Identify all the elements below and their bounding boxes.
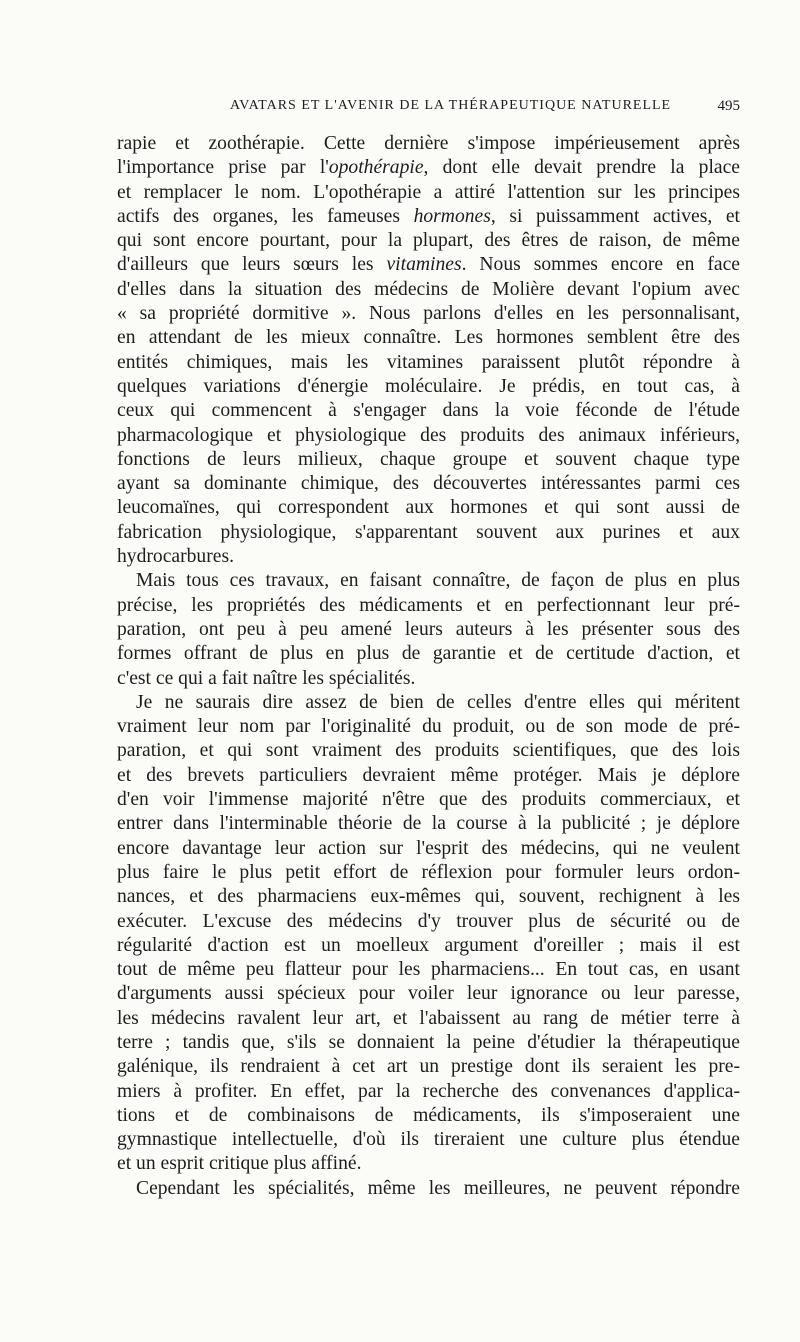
text-line: en attendant de les mieux connaître. Les hormones semblent être des xyxy=(117,327,740,349)
text-line: encore davantage leur action sur l'esprit des médecins, qui ne veulent xyxy=(117,837,740,859)
text-line: paration, ont peu à peu amené leurs auteurs à les présenter sous des xyxy=(117,618,740,640)
text-line: Je ne saurais dire assez de bien de celles d'entre elles qui méritent xyxy=(136,691,740,713)
text-line: précise, les propriétés des médicaments et en perfectionnant leur pré- xyxy=(117,594,740,616)
text-line: galénique, ils rendraient à cet art un prestige dont ils seraient les pre- xyxy=(117,1056,740,1078)
text-line: d'ailleurs que leurs sœurs les vitamines. Nous sommes encore en face xyxy=(117,254,740,276)
running-title: AVATARS ET L'AVENIR DE LA THÉRAPEUTIQUE NATURELLE xyxy=(230,98,672,113)
text-line: d'en voir l'immense majorité n'être que des produits commerciaux, et xyxy=(117,789,740,811)
text-line: quelques variations d'énergie moléculaire. Je prédis, en tout cas, à xyxy=(117,375,740,397)
text-line: plus faire le plus petit effort de réflexion pour formuler leurs ordon- xyxy=(117,861,740,883)
text-line: l'importance prise par l'opothérapie, dont elle devait prendre la place xyxy=(117,157,740,179)
text-line: terre ; tandis que, s'ils se donnaient la peine d'étudier la thérapeutique xyxy=(117,1031,740,1053)
text-line: et remplacer le nom. L'opothérapie a attiré l'attention sur les principes xyxy=(117,181,740,203)
text-line: c'est ce qui a fait naître les spécialités. xyxy=(117,667,416,689)
text-line: et un esprit critique plus affiné. xyxy=(117,1153,362,1175)
running-head xyxy=(90,98,740,118)
text-line: d'arguments aussi spécieux pour voiler leur ignorance ou leur paresse, xyxy=(117,983,740,1005)
text-line: miers à profiter. En effet, par la recherche des convenances d'applica- xyxy=(117,1080,740,1102)
text-line: fonctions de leurs milieux, chaque groupe et souvent chaque type xyxy=(117,448,740,470)
body-text xyxy=(117,132,740,1201)
text-line: d'elles dans la situation des médecins de Molière devant l'opium avec xyxy=(117,278,740,300)
text-line: paration, et qui sont vraiment des produits scientifiques, que des lois xyxy=(117,740,740,762)
text-line: tout de même peu flatteur pour les pharmaciens... En tout cas, en usant xyxy=(117,959,740,981)
page-number: 495 xyxy=(717,98,740,114)
text-line: hydrocarbures. xyxy=(117,546,234,568)
text-line: vraiment leur nom par l'originalité du produit, ou de son mode de pré- xyxy=(117,716,740,738)
text-line: actifs des organes, les fameuses hormones, si puissamment actives, et xyxy=(117,205,740,227)
italic-term: opothérapie xyxy=(328,157,424,179)
text-line: gymnastique intellectuelle, d'où ils tireraient une culture plus étendue xyxy=(117,1129,740,1151)
italic-term: vitamines xyxy=(386,254,462,276)
italic-term: hormones xyxy=(413,205,491,227)
text-line: qui sont encore pourtant, pour la plupart, des êtres de raison, de même xyxy=(117,230,740,252)
text-line: ayant sa dominante chimique, des découvertes intéressantes parmi ces xyxy=(117,473,740,495)
text-line: régularité d'action est un moelleux argument d'oreiller ; mais il est xyxy=(117,934,740,956)
text-line: fabrication physiologique, s'apparentant souvent aux purines et aux xyxy=(117,521,740,543)
text-line: rapie et zoothérapie. Cette dernière s'impose impérieusement après xyxy=(117,133,740,154)
text-line: les médecins ravalent leur art, et l'abaissent au rang de métier terre à xyxy=(117,1007,740,1029)
text-line: pharmacologique et physiologique des produits des animaux inférieurs, xyxy=(117,424,740,446)
text-line: entités chimiques, mais les vitamines paraissent plutôt répondre à xyxy=(117,351,740,373)
text-line: et des brevets particuliers devraient même protéger. Mais je déplore xyxy=(117,764,740,786)
text-line: nances, et des pharmaciens eux-mêmes qui, souvent, rechignent à les xyxy=(117,886,740,908)
text-line: leucomaïnes, qui correspondent aux hormones et qui sont aussi de xyxy=(117,497,740,519)
text-line: tions et de combinaisons de médicaments, ils s'imposeraient une xyxy=(117,1104,740,1126)
text-line: formes offrant de plus en plus de garantie et de certitude d'action, et xyxy=(117,643,740,665)
text-line: Mais tous ces travaux, en faisant connaître, de façon de plus en plus xyxy=(136,570,740,592)
text-line: « sa propriété dormitive ». Nous parlons d'elles en les personnalisant, xyxy=(117,303,740,325)
text-line: Cependant les spécialités, même les meilleures, ne peuvent répondre xyxy=(136,1177,740,1199)
text-line: exécuter. L'excuse des médecins d'y trouver plus de sécurité ou de xyxy=(117,910,740,932)
text-line: ceux qui commencent à s'engager dans la voie féconde de l'étude xyxy=(117,400,740,422)
text-line: entrer dans l'interminable théorie de la course à la publicité ; je déplore xyxy=(117,813,740,835)
